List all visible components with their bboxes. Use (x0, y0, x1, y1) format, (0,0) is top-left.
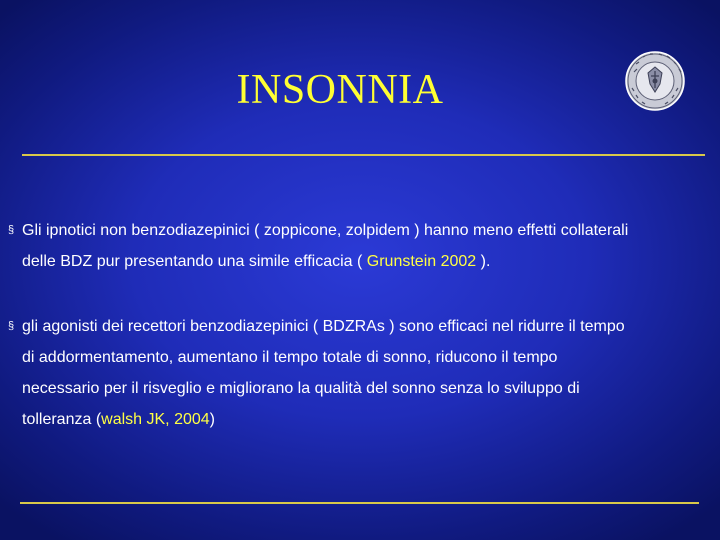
paragraph1-line2-end: ). (476, 253, 491, 270)
bullet-paragraph-1 (8, 215, 714, 277)
citation-walsh: walsh JK, 2004 (101, 411, 210, 428)
paragraph2-line4-text: tolleranza ( (22, 411, 102, 428)
paragraph2-line1: gli agonisti dei recettori benzodiazepinici ( BDZRAs ) sono efficaci nel ridurre il tempo (22, 318, 625, 335)
bullet-paragraph-2 (8, 311, 714, 435)
paragraph1-line2-text: delle BDZ pur presentando una simile efficacia ( (22, 253, 367, 270)
paragraph1-line1: Gli ipnotici non benzodiazepinici ( zoppicone, zolpidem ) hanno meno effetti collaterali (22, 222, 629, 239)
citation-grunstein: Grunstein 2002 (366, 253, 477, 270)
paragraph2-line3: necessario per il risveglio e migliorano la qualità del sonno senza lo sviluppo di (22, 380, 580, 397)
paragraph2-line2: di addormentamento, aumentano il tempo totale di sonno, riducono il tempo (22, 349, 558, 366)
paragraph1-line2 (8, 246, 714, 277)
university-seal-icon (624, 50, 686, 112)
paragraph2-line4-end: ) (209, 411, 215, 428)
bullet-marker: § (8, 224, 15, 236)
paragraph2-line4 (8, 404, 714, 435)
bullet-marker: § (8, 320, 15, 332)
top-divider (22, 154, 705, 156)
slide-title: INSONNIA (236, 67, 444, 113)
bottom-divider (20, 502, 699, 504)
